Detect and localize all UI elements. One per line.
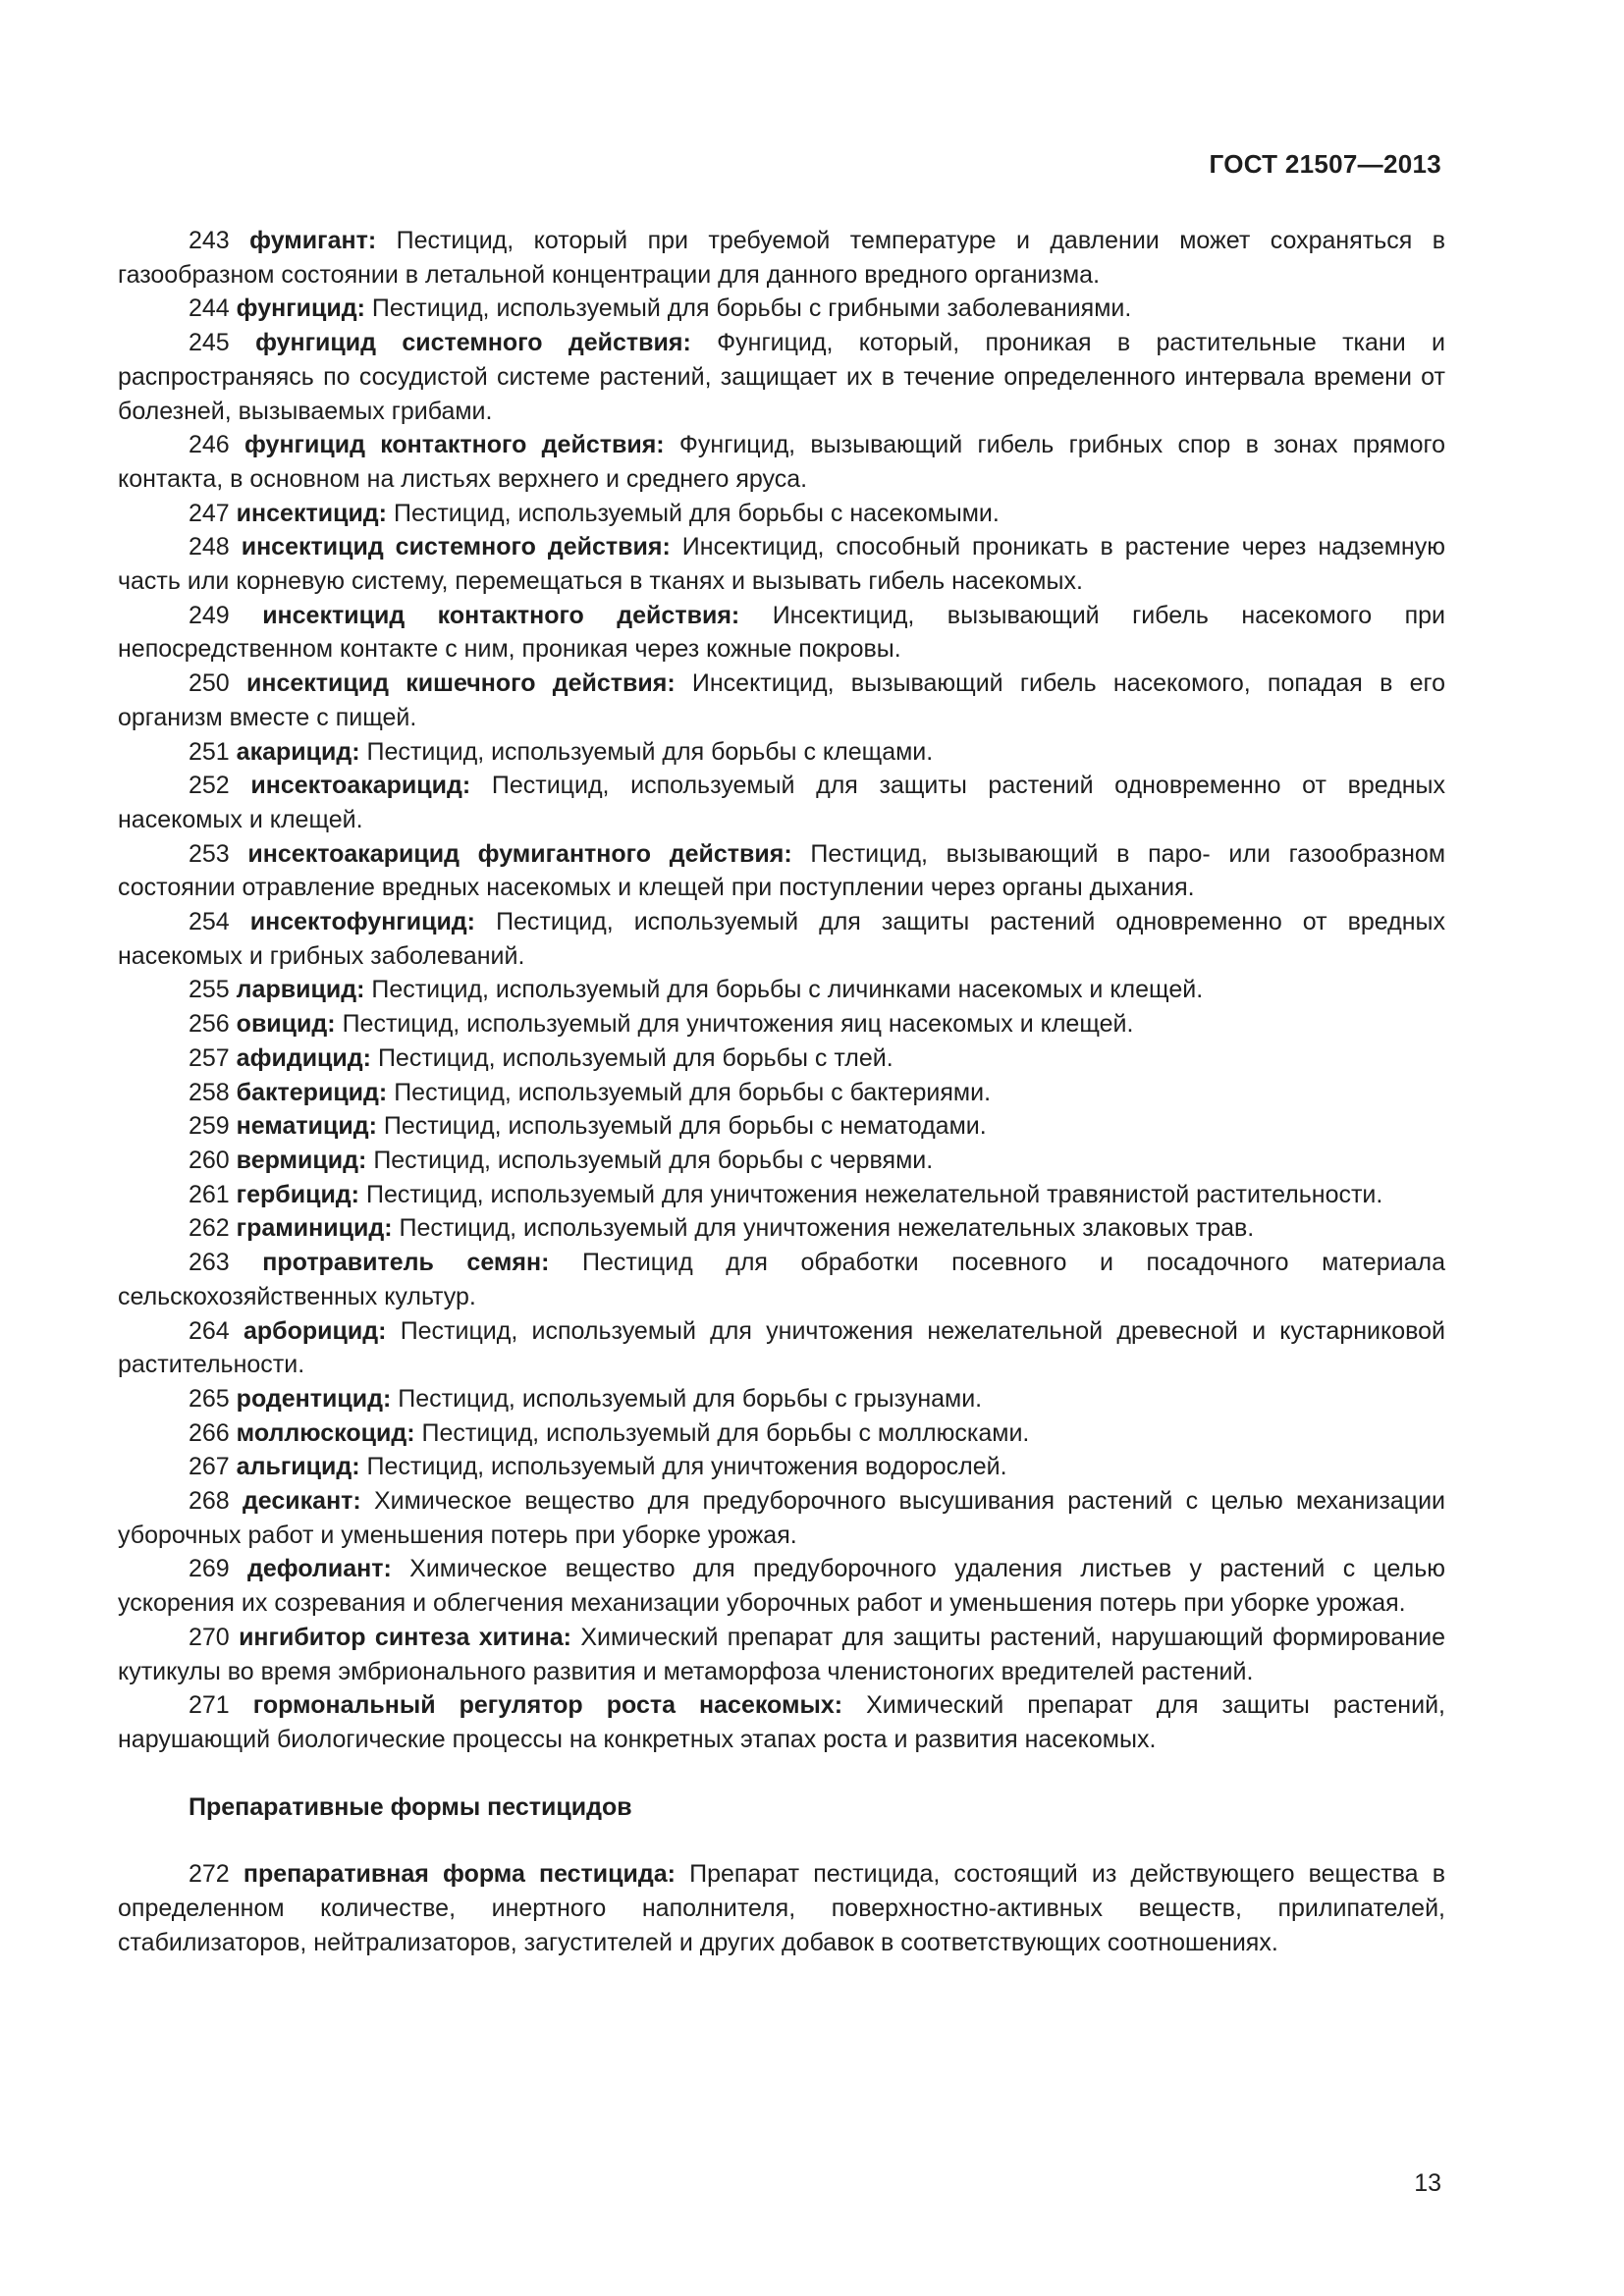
term-number: 261 [189, 1180, 230, 1208]
term-definition: Пестицид, используемый для уничтожения яиц насекомых и клещей. [342, 1010, 1134, 1039]
term-entry [118, 428, 1445, 496]
term-entry [118, 1041, 1445, 1076]
term-entry [118, 1484, 1445, 1552]
term-definition: Препарат пестицида, состоящий из действующего вещества в определенном количестве, инертного наполнителя, поверхностно-активных веществ, прилипателей, стабилизаторов, нейтрализаторов, загустителей и других добавок в соответствующих соотношениях. [118, 1860, 1445, 1956]
term-definition: Химический препарат для защиты растений, нарушающий формирование кутикулы во время эмбрионального развития и метаморфоза членистоногих вредителей растений. [118, 1623, 1445, 1685]
term-name: гормональный регулятор роста насекомых: [252, 1691, 843, 1720]
term-number: 263 [189, 1249, 230, 1277]
term-entry [118, 769, 1445, 836]
term-definition: Инсектицид, вызывающий гибель насекомого при непосредственном контакте с ним, проникая через кожные покровы. [118, 601, 1446, 664]
term-name: овицид: [236, 1010, 336, 1039]
term-number: 251 [189, 737, 230, 766]
term-name: инсектофунгицид: [249, 908, 476, 936]
term-number: 257 [189, 1043, 230, 1072]
term-definition: Пестицид, используемый для борьбы с тлей. [377, 1043, 893, 1072]
term-definition: Пестицид, используемый для борьбы с бактериями. [394, 1078, 992, 1106]
term-number: 264 [189, 1316, 230, 1345]
term-name: инсектоакарицид: [250, 772, 471, 800]
term-definition: Пестицид, используемый для борьбы с клещами. [366, 737, 934, 766]
term-entry [118, 326, 1445, 428]
term-name: фунгицид: [236, 294, 365, 323]
term-entry [118, 292, 1445, 326]
term-entry [118, 905, 1445, 973]
term-definition: Пестицид, используемый для борьбы с грызунами. [398, 1384, 983, 1413]
term-definition: Пестицид для обработки посевного и посадочного материала сельскохозяйственных культур. [118, 1249, 1445, 1310]
term-name: ларвицид: [236, 976, 365, 1004]
term-number: 255 [189, 976, 230, 1004]
term-number: 268 [189, 1487, 230, 1516]
term-number: 265 [189, 1384, 230, 1413]
term-definition: Фунгицид, вызывающий гибель грибных спор в зонах прямого контакта, в основном на листьях верхнего и среднего яруса. [118, 431, 1445, 493]
term-number: 259 [189, 1112, 230, 1141]
term-entry [118, 973, 1445, 1007]
term-name: инсектицид: [236, 499, 388, 527]
term-number: 245 [189, 329, 230, 357]
term-number: 243 [189, 227, 230, 254]
term-entry [118, 1688, 1445, 1756]
term-entry [118, 1382, 1445, 1416]
term-entry [118, 530, 1445, 598]
term-definition: Пестицид, используемый для борьбы с насекомыми. [393, 499, 1000, 527]
term-name: родентицид: [236, 1384, 392, 1413]
term-definition: Пестицид, используемый для защиты растений одновременно от вредных насекомых и клещей. [118, 772, 1445, 833]
term-number: 258 [189, 1078, 230, 1106]
term-definition: Пестицид, используемый для уничтожения нежелательной древесной и кустарниковой растительности. [118, 1316, 1445, 1379]
term-name: инсектицид контактного действия: [262, 601, 740, 629]
term-name: инсектицид кишечного действия: [245, 669, 676, 698]
term-entry [118, 1178, 1445, 1212]
term-entry [118, 1109, 1445, 1144]
term-number: 270 [189, 1623, 230, 1651]
term-number: 250 [189, 669, 230, 698]
term-number: 266 [189, 1418, 230, 1447]
term-name: инсектоакарицид фумигантного действия: [247, 839, 792, 868]
term-entry [118, 837, 1445, 905]
term-number: 244 [189, 294, 230, 323]
term-number: 271 [189, 1691, 230, 1720]
term-definition: Инсектицид, способный проникать в растение через надземную часть или корневую систему, перемещаться в тканях и вызывать гибель насекомых. [118, 533, 1445, 596]
term-entry [118, 1416, 1445, 1451]
term-definition: Пестицид, который при требуемой температуре и давлении может сохраняться в газообразном состоянии в летальной концентрации для данного вредного организма. [118, 227, 1446, 289]
term-number: 272 [189, 1860, 230, 1889]
term-number: 254 [189, 908, 230, 936]
term-number: 249 [189, 601, 230, 629]
term-entry [118, 1076, 1445, 1110]
term-name: афидицид: [236, 1043, 371, 1072]
term-name: фунгицид системного действия: [255, 329, 691, 357]
page-number: 13 [1414, 2169, 1441, 2197]
term-entry [118, 1211, 1445, 1246]
section-title: Препаративные формы пестицидов [189, 1792, 632, 1821]
term-definition: Пестицид, вызывающий в паро- или газообразном состоянии отравление вредных насекомых и клещей при поступлении через органы дыхания. [118, 839, 1446, 902]
term-name: гербицид: [236, 1180, 360, 1208]
term-number: 246 [189, 431, 230, 459]
term-definition: Пестицид, используемый для борьбы с нематодами. [383, 1112, 987, 1141]
term-definition: Химическое вещество для предуборочного удаления листьев у растений с целью ускорения их созревания и облегчения механизации уборочных работ и уменьшения потерь при уборке урожая. [118, 1555, 1445, 1618]
term-number: 262 [189, 1214, 230, 1243]
term-name: бактерицид: [236, 1078, 388, 1106]
term-name: ингибитор синтеза хитина: [239, 1623, 571, 1651]
term-name: акарицид: [236, 737, 360, 766]
document-standard-header: ГОСТ 21507—2013 [1209, 149, 1441, 179]
term-name: десикант: [242, 1487, 361, 1516]
term-number: 256 [189, 1010, 230, 1039]
term-name: препаративная форма пестицида: [243, 1860, 677, 1889]
term-number: 247 [189, 499, 230, 527]
term-definition: Химический препарат для защиты растений, нарушающий биологические процессы на конкретных этапах роста и развития насекомых. [118, 1691, 1445, 1753]
term-entry [118, 1144, 1445, 1178]
term-name: альгицид: [236, 1453, 360, 1481]
term-name: нематицид: [236, 1112, 377, 1141]
term-definition: Пестицид, используемый для уничтожения нежелательной травянистой растительности. [365, 1180, 1383, 1208]
term-name: протравитель семян: [262, 1249, 550, 1277]
term-definition: Пестицид, используемый для борьбы с грибными заболеваниями. [371, 294, 1132, 323]
term-definition: Пестицид, используемый для уничтожения нежелательных злаковых трав. [399, 1214, 1255, 1243]
term-name: фунгицид контактного действия: [244, 431, 665, 459]
term-definition: Инсектицид, вызывающий гибель насекомого, попадая в его организм вместе с пищей. [118, 669, 1445, 731]
term-entry [118, 667, 1445, 734]
term-definition: Пестицид, используемый для борьбы с червями. [373, 1146, 934, 1174]
terms-list [118, 224, 1445, 1757]
term-number: 260 [189, 1146, 230, 1174]
term-name: инсектицид системного действия: [241, 533, 671, 561]
term-number: 253 [189, 839, 230, 868]
term-entry [118, 1450, 1445, 1484]
term-entry [118, 224, 1445, 292]
term-entry [118, 1314, 1445, 1382]
term-entry [118, 1552, 1445, 1620]
term-definition: Фунгицид, который, проникая в растительные ткани и распространяясь по сосудистой системе растений, защищает их в течение определенного интервала времени от болезней, вызываемых грибами. [118, 329, 1445, 425]
term-definition: Пестицид, используемый для борьбы с личинками насекомых и клещей. [371, 976, 1204, 1004]
term-entry [118, 599, 1445, 667]
term-number: 267 [189, 1453, 230, 1481]
term-name: арборицид: [243, 1316, 387, 1345]
term-name: моллюскоцид: [236, 1418, 415, 1447]
term-definition: Пестицид, используемый для уничтожения водорослей. [366, 1453, 1007, 1481]
term-entry [118, 1007, 1445, 1041]
term-entry [118, 1246, 1445, 1313]
term-name: граминицид: [236, 1214, 393, 1243]
term-entry [118, 497, 1445, 531]
terms-list-formulations [118, 1857, 1445, 1959]
term-entry [118, 735, 1445, 770]
term-entry [118, 1857, 1445, 1959]
term-name: фумигант: [249, 227, 377, 254]
term-number: 252 [189, 772, 230, 800]
term-entry [118, 1621, 1445, 1688]
term-definition: Пестицид, используемый для борьбы с моллюсками. [421, 1418, 1030, 1447]
document-body [118, 224, 1445, 1959]
term-definition: Пестицид, используемый для защиты растений одновременно от вредных насекомых и грибных заболеваний. [118, 908, 1446, 970]
term-number: 248 [189, 533, 230, 561]
term-definition: Химическое вещество для предуборочного высушивания растений с целью механизации уборочных работ и уменьшения потерь при уборке урожая. [118, 1487, 1445, 1549]
term-number: 269 [189, 1555, 230, 1583]
term-name: дефолиант: [247, 1555, 392, 1583]
term-name: вермицид: [236, 1146, 367, 1174]
